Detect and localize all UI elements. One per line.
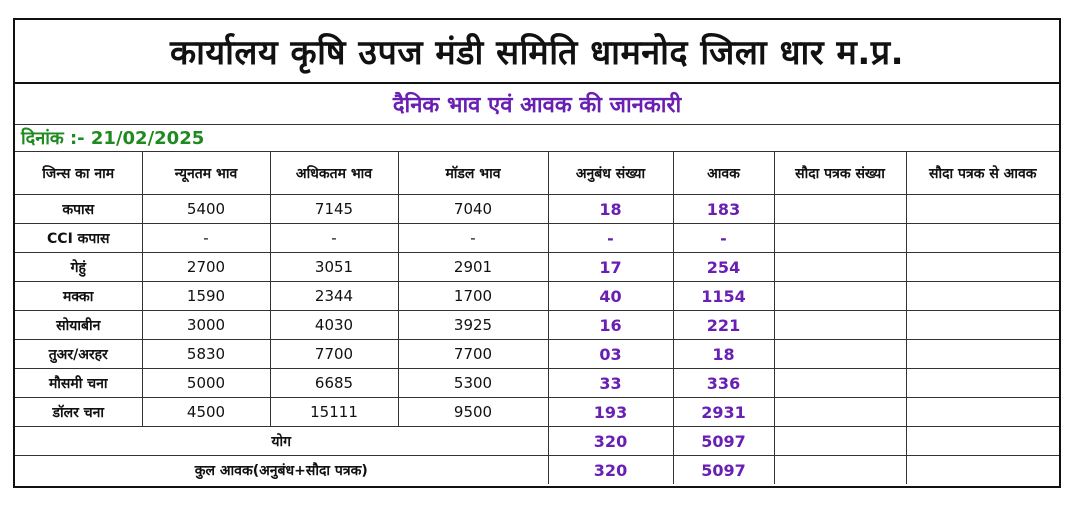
max-price: - xyxy=(270,224,398,253)
deal-count xyxy=(774,369,906,398)
modal-price: 7040 xyxy=(398,195,548,224)
deal-arrival xyxy=(906,340,1059,369)
deal-arrival xyxy=(906,311,1059,340)
commodity-name: मौसमी चना xyxy=(15,369,142,398)
deal-count xyxy=(774,282,906,311)
total-deal-count xyxy=(774,427,906,456)
table-row xyxy=(15,311,1059,340)
arrival-qty: 18 xyxy=(673,340,774,369)
grand-total-row xyxy=(15,456,1059,485)
commodity-name: मक्का xyxy=(15,282,142,311)
min-price: - xyxy=(142,224,270,253)
rates-table xyxy=(15,152,1059,484)
contract-count: 03 xyxy=(548,340,673,369)
table-row xyxy=(15,340,1059,369)
min-price: 5830 xyxy=(142,340,270,369)
commodity-name: गेहुं xyxy=(15,253,142,282)
col-header-modal-price: मॉडल भाव xyxy=(398,152,548,195)
mandi-rate-sheet xyxy=(13,18,1061,488)
modal-price: 7700 xyxy=(398,340,548,369)
commodity-name: कपास xyxy=(15,195,142,224)
commodity-name: सोयाबीन xyxy=(15,311,142,340)
col-header-contract-count: अनुबंध संख्या xyxy=(548,152,673,195)
max-price: 2344 xyxy=(270,282,398,311)
contract-count: - xyxy=(548,224,673,253)
max-price: 4030 xyxy=(270,311,398,340)
max-price: 7145 xyxy=(270,195,398,224)
deal-arrival xyxy=(906,253,1059,282)
total-deal-arrival xyxy=(906,427,1059,456)
grand-total-label: कुल आवक(अनुबंध+सौदा पत्रक) xyxy=(15,456,548,485)
total-arrival: 5097 xyxy=(673,427,774,456)
table-row xyxy=(15,369,1059,398)
arrival-qty: 2931 xyxy=(673,398,774,427)
arrival-qty: 221 xyxy=(673,311,774,340)
col-header-deal-arrival: सौदा पत्रक से आवक xyxy=(906,152,1059,195)
modal-price: - xyxy=(398,224,548,253)
deal-count xyxy=(774,195,906,224)
deal-count xyxy=(774,340,906,369)
commodity-name: CCI कपास xyxy=(15,224,142,253)
grand-total-arrival: 5097 xyxy=(673,456,774,485)
col-header-arrival: आवक xyxy=(673,152,774,195)
max-price: 15111 xyxy=(270,398,398,427)
deal-arrival xyxy=(906,224,1059,253)
arrival-qty: 183 xyxy=(673,195,774,224)
table-row xyxy=(15,282,1059,311)
max-price: 7700 xyxy=(270,340,398,369)
contract-count: 193 xyxy=(548,398,673,427)
grand-total-deal-count xyxy=(774,456,906,485)
deal-arrival xyxy=(906,398,1059,427)
deal-count xyxy=(774,253,906,282)
commodity-name: तुअर/अरहर xyxy=(15,340,142,369)
table-row xyxy=(15,195,1059,224)
contract-count: 16 xyxy=(548,311,673,340)
arrival-qty: 336 xyxy=(673,369,774,398)
grand-total-deal-arrival xyxy=(906,456,1059,485)
deal-arrival xyxy=(906,369,1059,398)
modal-price: 1700 xyxy=(398,282,548,311)
max-price: 6685 xyxy=(270,369,398,398)
col-header-deal-count: सौदा पत्रक संख्या xyxy=(774,152,906,195)
deal-count xyxy=(774,398,906,427)
total-contracts: 320 xyxy=(548,427,673,456)
report-subtitle: दैनिक भाव एवं आवक की जानकारी xyxy=(15,84,1059,125)
min-price: 5400 xyxy=(142,195,270,224)
col-header-min-price: न्यूनतम भाव xyxy=(142,152,270,195)
deal-arrival xyxy=(906,282,1059,311)
modal-price: 9500 xyxy=(398,398,548,427)
col-header-max-price: अधिकतम भाव xyxy=(270,152,398,195)
max-price: 3051 xyxy=(270,253,398,282)
table-row xyxy=(15,224,1059,253)
table-row xyxy=(15,253,1059,282)
deal-arrival xyxy=(906,195,1059,224)
deal-count xyxy=(774,311,906,340)
table-header-row xyxy=(15,152,1059,195)
contract-count: 40 xyxy=(548,282,673,311)
modal-price: 5300 xyxy=(398,369,548,398)
contract-count: 18 xyxy=(548,195,673,224)
total-row xyxy=(15,427,1059,456)
min-price: 5000 xyxy=(142,369,270,398)
table-row xyxy=(15,398,1059,427)
arrival-qty: 254 xyxy=(673,253,774,282)
total-label: योग xyxy=(15,427,548,456)
modal-price: 3925 xyxy=(398,311,548,340)
report-date: दिनांक :- 21/02/2025 xyxy=(15,125,1059,152)
col-header-commodity: जिन्स का नाम xyxy=(15,152,142,195)
commodity-name: डॉलर चना xyxy=(15,398,142,427)
arrival-qty: - xyxy=(673,224,774,253)
contract-count: 17 xyxy=(548,253,673,282)
office-title: कार्यालय कृषि उपज मंडी समिति धामनोद जिला धार म.प्र. xyxy=(15,20,1059,84)
grand-total-contracts: 320 xyxy=(548,456,673,485)
min-price: 1590 xyxy=(142,282,270,311)
contract-count: 33 xyxy=(548,369,673,398)
modal-price: 2901 xyxy=(398,253,548,282)
arrival-qty: 1154 xyxy=(673,282,774,311)
min-price: 2700 xyxy=(142,253,270,282)
deal-count xyxy=(774,224,906,253)
min-price: 3000 xyxy=(142,311,270,340)
min-price: 4500 xyxy=(142,398,270,427)
